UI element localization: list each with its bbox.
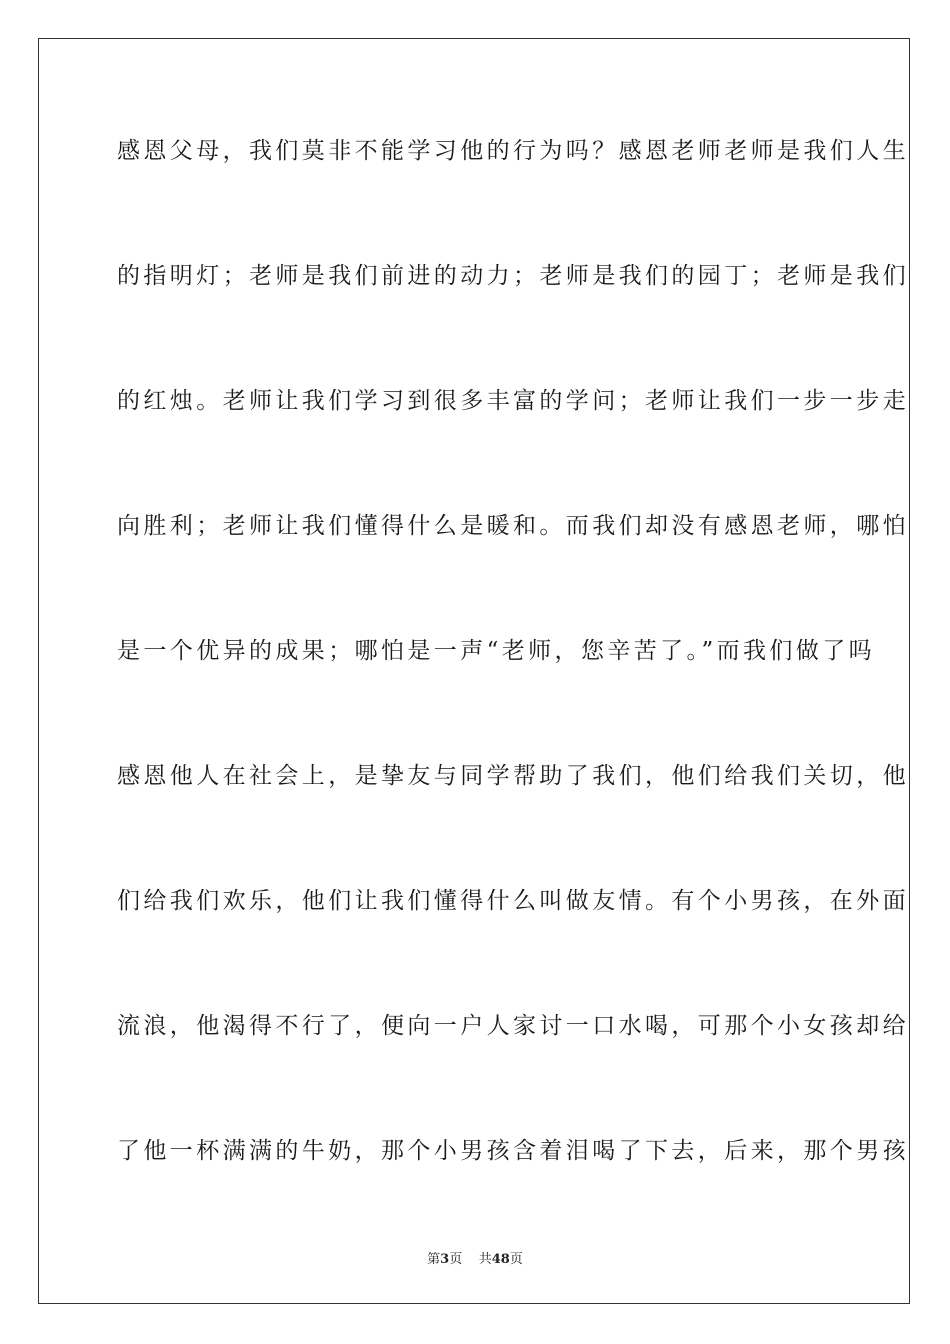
page-footer bbox=[0, 1248, 950, 1267]
text-line: 是一个优异的成果；哪怕是一声“老师，您辛苦了。”而我们做了吗 bbox=[117, 638, 876, 664]
text-line: 感恩父母，我们莫非不能学习他的行为吗？感恩老师老师是我们人生 bbox=[117, 138, 909, 164]
text-line: 们给我们欢乐，他们让我们懂得什么叫做友情。有个小男孩，在外面 bbox=[117, 888, 909, 914]
page-prefix: 第 bbox=[427, 1252, 441, 1267]
total-suffix: 页 bbox=[509, 1252, 523, 1267]
document-body bbox=[117, 132, 909, 1257]
text-line: 向胜利；老师让我们懂得什么是暖和。而我们却没有感恩老师，哪怕 bbox=[117, 513, 909, 539]
text-line: 的红烛。老师让我们学习到很多丰富的学问；老师让我们一步一步走 bbox=[117, 388, 909, 414]
page-suffix: 页 bbox=[449, 1252, 463, 1267]
total-prefix: 共 bbox=[478, 1252, 492, 1267]
text-line: 流浪，他渴得不行了，便向一户人家讨一口水喝，可那个小女孩却给 bbox=[117, 1013, 909, 1039]
page-number: 3 bbox=[440, 1252, 450, 1267]
text-line: 感恩他人在社会上，是挚友与同学帮助了我们，他们给我们关切，他 bbox=[117, 763, 909, 789]
text-line: 了他一杯满满的牛奶，那个小男孩含着泪喝了下去，后来，那个男孩 bbox=[117, 1138, 909, 1164]
total-pages: 48 bbox=[491, 1252, 510, 1267]
text-line: 的指明灯；老师是我们前进的动力；老师是我们的园丁；老师是我们 bbox=[117, 263, 909, 289]
